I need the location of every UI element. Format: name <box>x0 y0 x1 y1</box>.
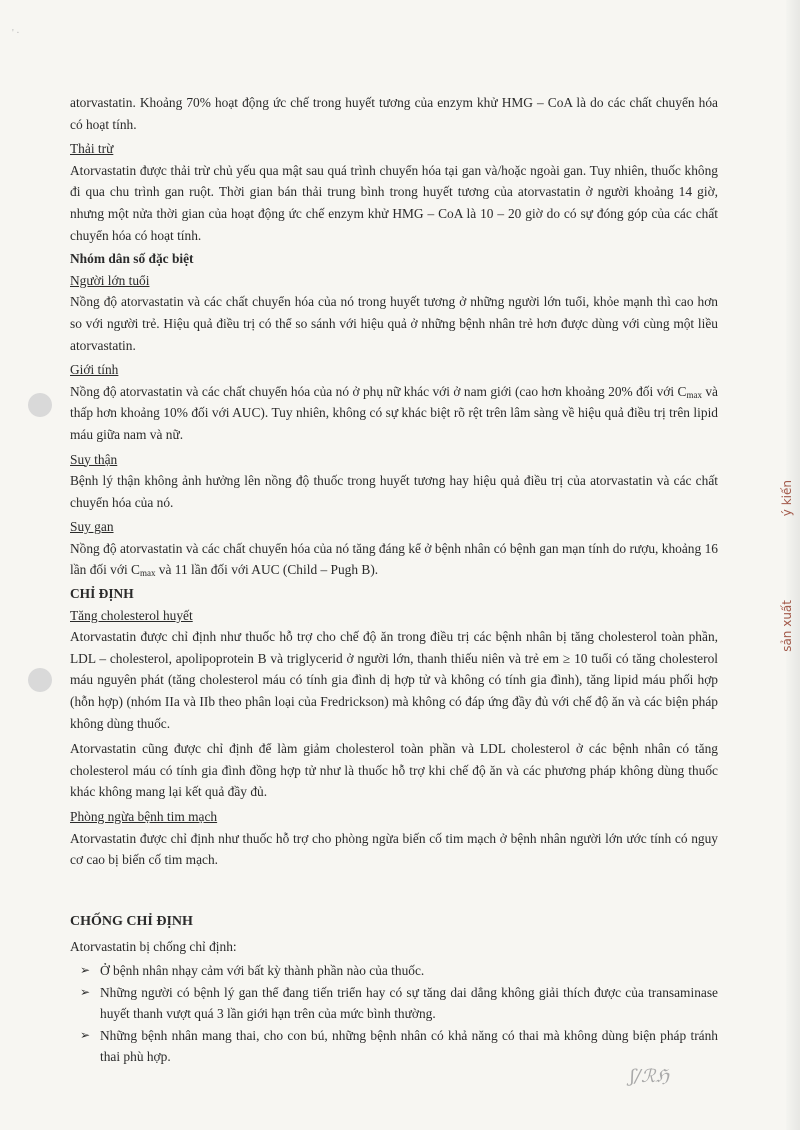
paragraph-tang-cholesterol-1: Atorvastatin được chỉ định như thuốc hỗ trợ cho chế độ ăn trong điều trị các bệnh nhân bị tăng cholesterol toàn phần, LDL – cholesterol, apolipoprotein B và triglycerid ở người lớn, thanh thiếu niên và trẻ em ≥ 10 tuổi có tăng cholesterol máu nguyên phát (tăng cholesterol máu có tính gia đình dị hợp tử và không có tính gia đình), tăng lipid máu phối hợp (hỗn hợp) (nhóm IIa và IIb theo phân loại của Fredrickson) mà không có đáp ứng đầy đủ với chế độ ăn và các biện pháp không dùng thuốc. <box>70 629 718 731</box>
heading-nhom-dan-so: Nhóm dân số đặc biệt <box>70 251 194 267</box>
paragraph-gioi-tinh: Nồng độ atorvastatin và các chất chuyển hóa của nó ở phụ nữ khác với ở nam giới (cao hơn khoảng 20% đối với $C_{max}$ và thấp hơn khoảng 10% đối với AUC). Tuy nhiên, không có sự khác biệt rõ rệt trên lâm sàng về hiệu quả điều trị trên lipid máu giữa nam và nữ. <box>70 383 719 442</box>
arrow-bullet-icon: ➢ <box>80 1027 91 1042</box>
heading-suy-than: Suy thận <box>70 451 118 467</box>
margin-handwriting: ý kiến <box>780 480 794 517</box>
punch-hole-bottom <box>28 668 52 692</box>
arrow-bullet-icon: ➢ <box>80 984 91 999</box>
heading-chong-chi-dinh: CHỐNG CHỈ ĐỊNH <box>70 913 193 929</box>
paragraph-phong-ngua: Atorvastatin được chỉ định như thuốc hỗ trợ cho phòng ngừa biến cố tim mạch ở bệnh nhân người lớn ước tính có nguy cơ cao bị biến cố tim mạch. <box>70 830 718 868</box>
page-edge-shadow <box>786 0 800 1130</box>
paragraph-intro: atorvastatin. Khoảng 70% hoạt động ức chế trong huyết tương của enzym khử HMG – CoA là do các chất chuyển hóa có hoạt tính. <box>70 95 718 132</box>
handwritten-signature: ʃ/ℛℌ <box>630 1066 669 1087</box>
margin-stamp-text: sản xuất <box>780 600 794 652</box>
heading-phong-ngua: Phòng ngừa bệnh tim mạch <box>70 809 218 824</box>
heading-tang-cholesterol: Tăng cholesterol huyết <box>70 607 193 623</box>
corner-mark: ' · <box>12 28 20 39</box>
paragraph-suy-gan: Nồng độ atorvastatin và các chất chuyển hóa của nó tăng đáng kể ở bệnh nhân có bệnh gan mạn tính do rượu, khoảng 16 lần đối với $C_{max}$ và 11 lần đối với AUC (Child – Pugh B). <box>70 540 718 579</box>
list-item: ➢ Những người có bệnh lý gan thể đang tiến triển hay có sự tăng dai dẳng không giải thích được của transaminase huyết thanh vượt quá 3 lần giới hạn trên của mức bình thường. <box>70 982 718 1025</box>
list-item: ➢ Ở bệnh nhân nhạy cảm với bất kỳ thành phần nào của thuốc. <box>70 960 718 982</box>
contraindication-list <box>70 960 718 1068</box>
punch-hole-top <box>28 393 52 417</box>
paragraph-thai-tru: Atorvastatin được thải trừ chủ yếu qua mật sau quá trình chuyển hóa tại gan và/hoặc ngoài gan. Tuy nhiên, thuốc không đi qua chu trình gan ruột. Thời gian bán thải trung bình trong huyết tương của atorvastatin ở người khoảng 14 giờ, nhưng một nửa thời gian của hoạt động ức chế enzym khử HMG – CoA là 10 – 20 giờ do có sự đóng góp của các chất chuyển hóa có hoạt tính. <box>70 162 718 243</box>
document-body <box>70 92 718 1068</box>
arrow-bullet-icon: ➢ <box>80 962 91 977</box>
paragraph-chong-intro: Atorvastatin bị chống chỉ định: <box>70 939 237 955</box>
list-item: ➢ Những bệnh nhân mang thai, cho con bú, những bệnh nhân có khả năng có thai mà không dùng biện pháp tránh thai phù hợp. <box>70 1025 718 1068</box>
paragraph-nguoi-lon-tuoi: Nồng độ atorvastatin và các chất chuyển hóa của nó trong huyết tương ở những người lớn tuổi, khỏe mạnh thì cao hơn so với người trẻ. Hiệu quả điều trị có thể so sánh với hiệu quả ở những bệnh nhân trẻ hơn được dùng với cùng một liều atorvastatin. <box>70 294 718 353</box>
heading-chi-dinh: CHỈ ĐỊNH <box>70 586 134 602</box>
heading-nguoi-lon-tuoi: Người lớn tuổi <box>70 272 150 288</box>
heading-suy-gan: Suy gan <box>70 519 114 535</box>
heading-thai-tru: Thải trừ <box>70 141 114 157</box>
paragraph-tang-cholesterol-2: Atorvastatin cũng được chỉ định để làm giảm cholesterol toàn phần và LDL cholesterol ở các bệnh nhân có tăng cholesterol máu có tính gia đình đồng hợp tử như là thuốc hỗ trợ khi chế độ ăn và các phương pháp không dùng thuốc khác không mang lại kết quả đầy đủ. <box>70 741 718 800</box>
paragraph-suy-than: Bệnh lý thận không ảnh hưởng lên nồng độ thuốc trong huyết tương hay hiệu quả điều trị của atorvastatin và các chất chuyển hóa của nó. <box>70 473 718 510</box>
heading-gioi-tinh: Giới tính <box>70 362 119 378</box>
